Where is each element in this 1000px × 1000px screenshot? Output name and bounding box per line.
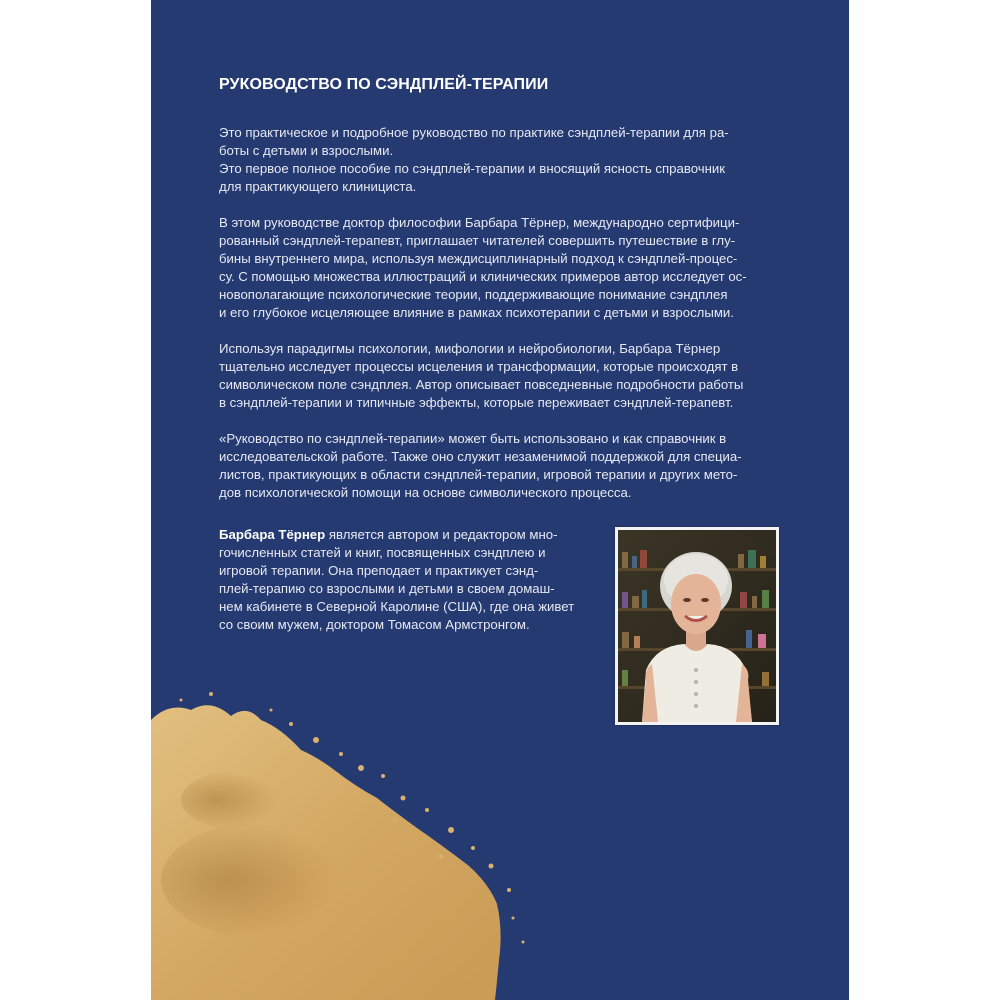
page-title: РУКОВОДСТВО ПО СЭНДПЛЕЙ-ТЕРАПИИ bbox=[219, 76, 549, 93]
text-line: боты с детьми и взрослыми. bbox=[219, 143, 394, 158]
text-line: исследовательской работе. Также оно служит незаменимой поддержкой для специа- bbox=[219, 449, 742, 464]
text-line: Это первое полное пособие по сэндплей-терапии и вносящий ясность справочник bbox=[219, 161, 726, 176]
text-line: дов психологической помощи на основе символического процесса. bbox=[219, 485, 632, 500]
text-line: гочисленных статей и книг, посвященных сэндплею и bbox=[219, 545, 546, 560]
text-line: является автором и редактором мно- bbox=[325, 527, 558, 542]
text-line: Используя парадигмы психологии, мифологии и нейробиологии, Барбара Тёрнер bbox=[219, 341, 721, 356]
text-line: символическом поле сэндплея. Автор описывает повседневные подробности работы bbox=[219, 377, 744, 392]
paragraph bbox=[219, 340, 791, 412]
text-line: листов, практикующих в области сэндплей-терапии, игровой терапии и других мето- bbox=[219, 467, 738, 482]
text-line: рованный сэндплей-терапевт, приглашает читателей совершить путешествие в глу- bbox=[219, 233, 736, 248]
text-line: и его глубокое исцеляющее влияние в рамках психотерапии с детьми и взрослыми. bbox=[219, 305, 734, 320]
text-line: Это практическое и подробное руководство по практике сэндплей-терапии для ра- bbox=[219, 125, 729, 140]
text-line: для практикующего клинициста. bbox=[219, 179, 417, 194]
text-line: новополагающие психологические теории, поддерживающие понимание сэндплея bbox=[219, 287, 728, 302]
paragraph bbox=[219, 214, 791, 322]
text-line: тщательно исследует процессы исцеления и трансформации, которые происходят в bbox=[219, 359, 739, 374]
text-line: В этом руководстве доктор философии Барбара Тёрнер, международно сертифици- bbox=[219, 215, 740, 230]
text-line: плей-терапию со взрослыми и детьми в своем домаш- bbox=[219, 581, 555, 596]
author-name: Барбара Тёрнер bbox=[219, 527, 326, 542]
text-line: «Руководство по сэндплей-терапии» может быть использовано и как справочник в bbox=[219, 431, 727, 446]
text-line: су. С помощью множества иллюстраций и клинических примеров автор исследует ос- bbox=[219, 269, 747, 284]
paragraph bbox=[219, 124, 791, 196]
description-text bbox=[219, 124, 791, 520]
text-line: бины внутреннего мира, используя междисциплинарный подход к сэндплей-процес- bbox=[219, 251, 738, 266]
text-line: нем кабинете в Северной Каролине (США), где она живет bbox=[219, 599, 575, 614]
paragraph bbox=[219, 430, 791, 502]
text-line: игровой терапии. Она преподает и практикует сэнд- bbox=[219, 563, 539, 578]
back-cover bbox=[151, 0, 849, 1000]
sand-icon bbox=[151, 680, 849, 1000]
text-line: в сэндплей-терапии и типичные эффекты, которые переживает сэндплей-терапевт. bbox=[219, 395, 734, 410]
author-bio-line bbox=[219, 526, 596, 544]
author-bio bbox=[219, 526, 596, 634]
text-line: со своим мужем, доктором Томасом Армстронгом. bbox=[219, 617, 530, 632]
